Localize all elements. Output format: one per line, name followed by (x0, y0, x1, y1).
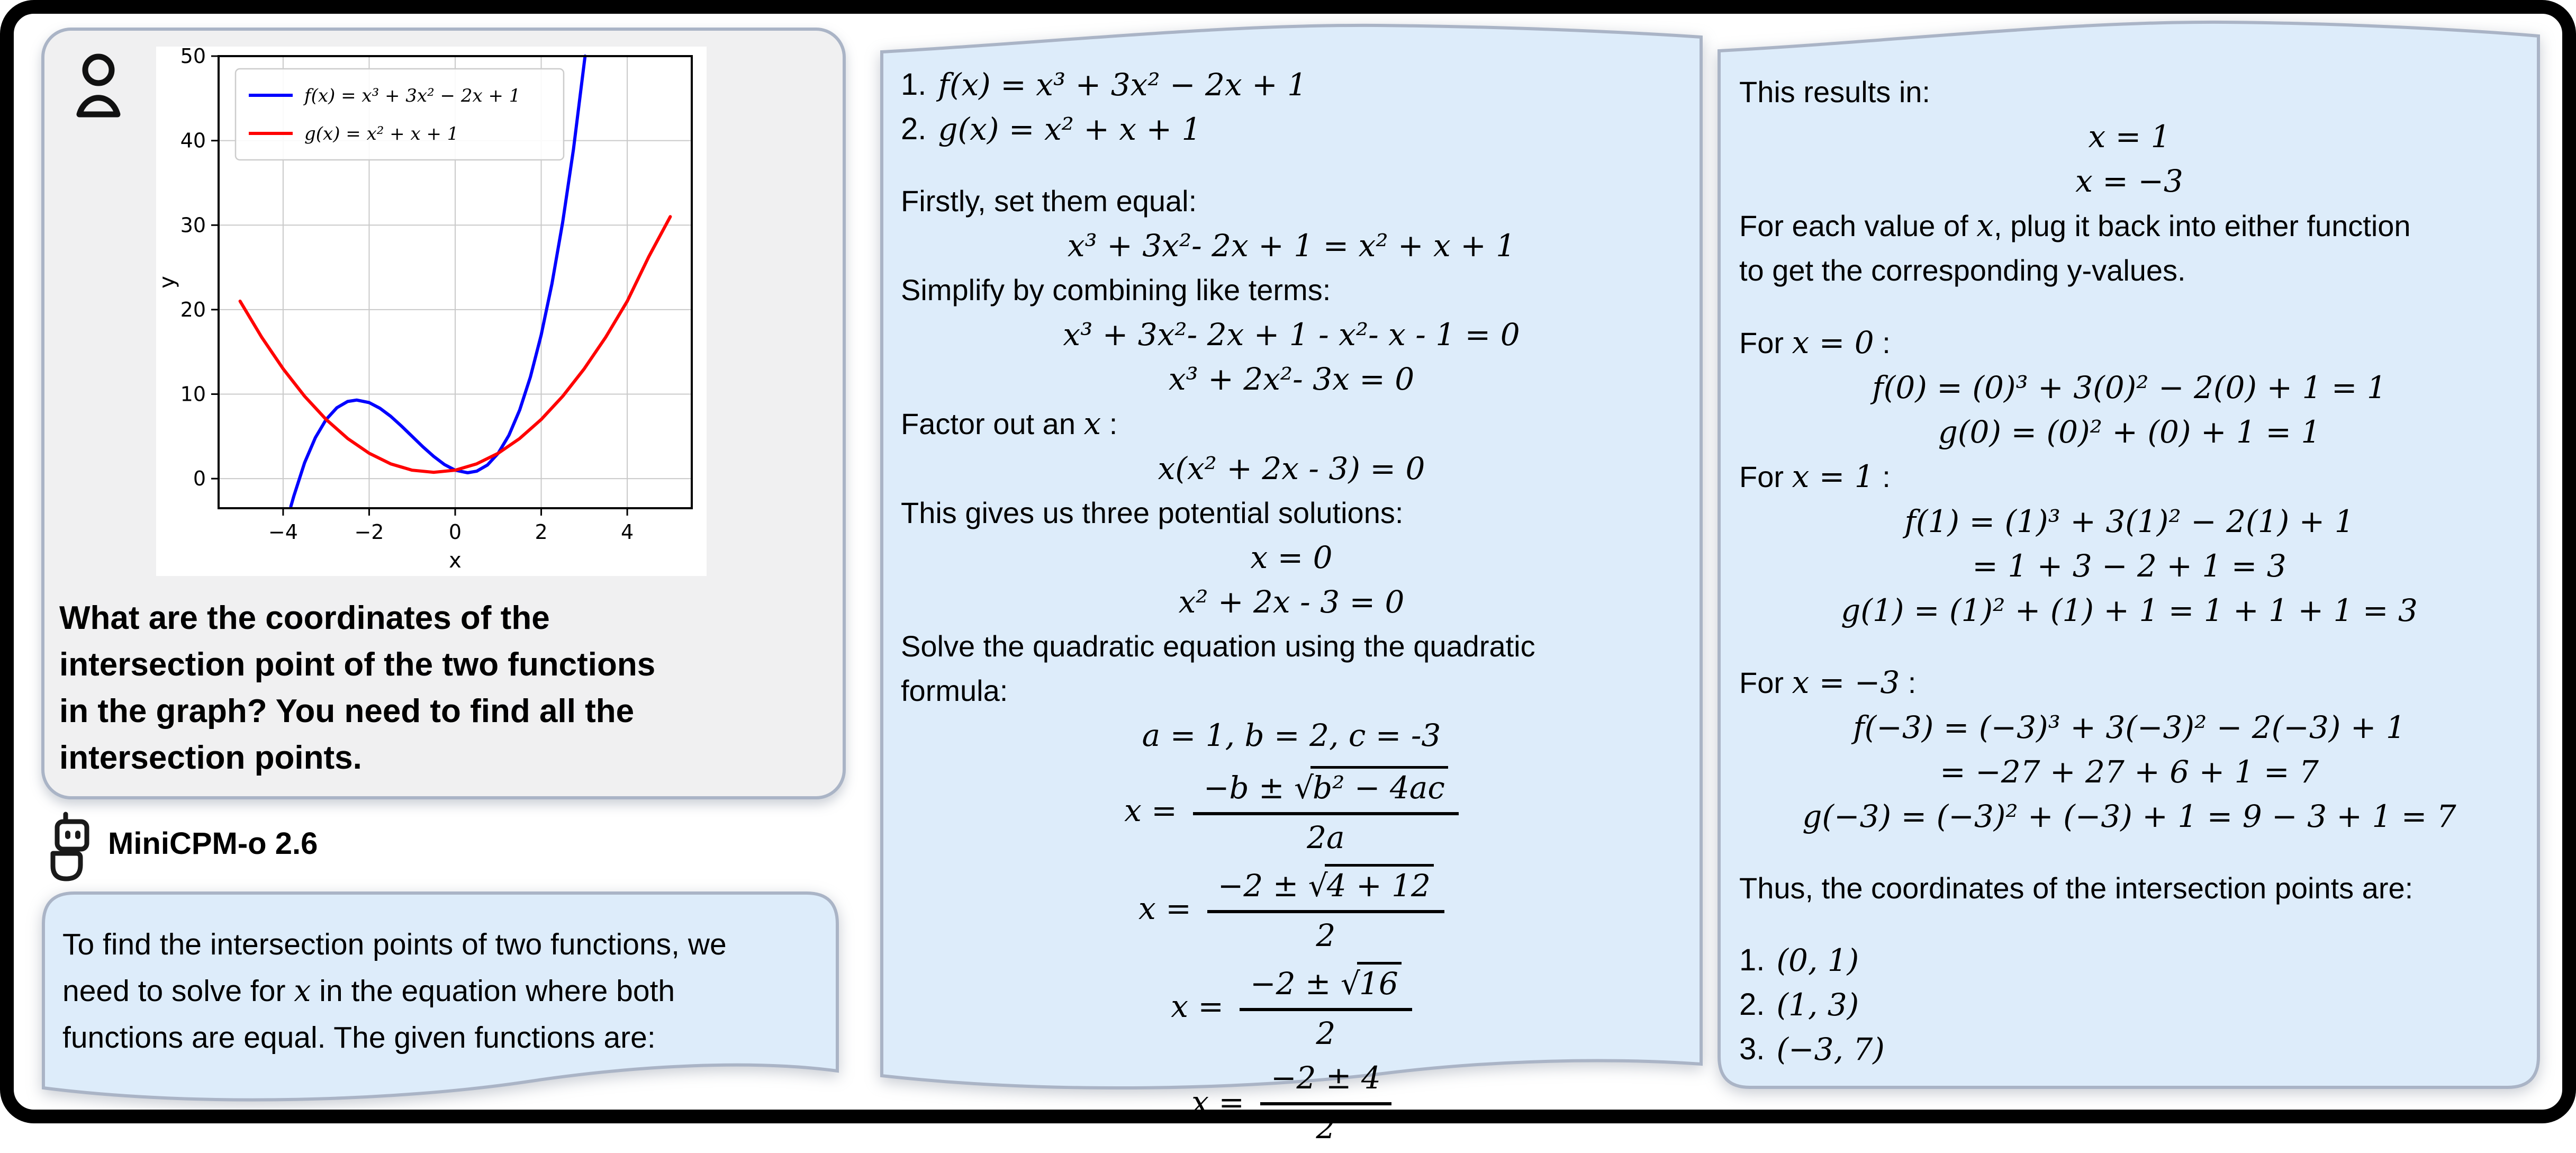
solution: x = −3 (2075, 163, 2183, 199)
svg-text:20: 20 (180, 298, 206, 321)
svg-text:50: 50 (180, 44, 206, 68)
equation: x³ + 3x²- 2x + 1 - x²- x - 1 = 0 (1063, 317, 1520, 353)
question-line: in the graph? You need to find all the (59, 693, 635, 729)
step-label: to get the corresponding y-values. (1739, 254, 2186, 287)
function-plot (155, 44, 707, 576)
step-label: This gives us three potential solutions: (901, 496, 1404, 529)
step-label: This results in: (1739, 75, 1930, 109)
evaluation: g(1) = (1)² + (1) + 1 = 1 + 1 + 1 = 3 (1841, 592, 2418, 628)
svg-text:10: 10 (180, 382, 206, 406)
step-label: Simplify by combining like terms: (901, 273, 1331, 307)
case-label: For x = 0 : (1739, 325, 1891, 361)
evaluation: f(1) = (1)³ + 3(1)² − 2(1) + 1 (1904, 503, 2354, 539)
svg-text:f(x) = x³ + 3x² − 2x + 1: f(x) = x³ + 3x² − 2x + 1 (304, 85, 521, 106)
case-label: For x = −3 : (1739, 664, 1917, 700)
math-var-x: x (294, 974, 311, 1008)
user-message-bubble (41, 28, 846, 799)
bot-bubble-3-text (1739, 70, 2519, 1071)
bot-bubble-1-text (62, 921, 819, 1061)
bot-bubble-2-text (901, 62, 1682, 1153)
step-label: Factor out an x : (901, 406, 1118, 442)
robot-icon (49, 811, 90, 882)
intro-line: need to solve for x in the equation where both (62, 974, 675, 1008)
evaluation: = 1 + 3 − 2 + 1 = 3 (1972, 548, 2286, 584)
svg-text:y: y (155, 276, 179, 289)
svg-text:−2: −2 (354, 520, 384, 544)
case-label: For x = 1 : (1739, 458, 1891, 494)
conclusion-label: Thus, the coordinates of the intersection points are: (1739, 871, 2414, 905)
user-question (59, 595, 811, 781)
question-line: intersection points. (59, 740, 362, 776)
step-label: For each value of x, plug it back into either function (1739, 208, 2411, 244)
svg-text:g(x) = x² + x + 1: g(x) = x² + x + 1 (304, 123, 459, 145)
question-line: intersection point of the two functions (59, 646, 656, 683)
intersection-point: 3. (−3, 7) (1739, 1031, 1885, 1067)
equation: x³ + 2x²- 3x = 0 (1168, 361, 1415, 397)
svg-text:4: 4 (620, 520, 634, 544)
equation: x³ + 3x²- 2x + 1 = x² + x + 1 (1067, 228, 1516, 264)
formula-step: x = $\frac{-2 \pm √4 + 12}{2}$ (901, 863, 1682, 953)
svg-text:0: 0 (448, 520, 462, 544)
svg-text:40: 40 (180, 129, 206, 152)
equation: x(x² + 2x - 3) = 0 (1158, 451, 1425, 487)
svg-text:2: 2 (535, 520, 548, 544)
solution: x = 1 (2088, 119, 2171, 155)
bot-identity-row (49, 811, 790, 885)
step-label: formula: (901, 674, 1008, 707)
math-var-x: x (1976, 208, 1994, 244)
intersection-point: 2. (1, 3) (1739, 987, 1859, 1023)
quadratic-formula: x = $\frac{\text{−b ± √b² − 4ac}}{2a}$ (901, 765, 1682, 855)
equation: x² + 2x - 3 = 0 (1178, 584, 1405, 620)
math-var-x: x (1083, 406, 1101, 442)
svg-text:30: 30 (180, 213, 206, 237)
evaluation: f(−3) = (−3)³ + 3(−3)² − 2(−3) + 1 (1853, 709, 2406, 745)
svg-text:x: x (449, 548, 462, 573)
equation: a = 1, b = 2, c = -3 (1142, 717, 1441, 753)
evaluation: g(0) = (0)² + (0) + 1 = 1 (1938, 414, 2321, 450)
user-avatar-icon (74, 53, 123, 119)
question-line: What are the coordinates of the (59, 600, 550, 636)
equation: x = 0 (1250, 539, 1333, 575)
svg-text:−4: −4 (268, 520, 298, 544)
step-label: Firstly, set them equal: (901, 184, 1197, 218)
intersection-point: 1. (0, 1) (1739, 942, 1859, 978)
step-label: Solve the quadratic equation using the quadratic (901, 629, 1535, 663)
intro-line: functions are equal. The given functions are: (62, 1021, 656, 1055)
function-item: 1. f(x) = x³ + 3x² − 2x + 1 (901, 67, 1307, 103)
function-item: 2. g(x) = x² + x + 1 (901, 111, 1201, 147)
evaluation: f(0) = (0)³ + 3(0)² − 2(0) + 1 = 1 (1872, 370, 2387, 406)
bot-name: MiniCPM-o 2.6 (108, 826, 318, 861)
intro-line: To find the intersection points of two functions, we (62, 927, 727, 961)
formula-step: x = $\frac{-2 \pm 4}{2}$ (901, 1059, 1682, 1146)
svg-text:0: 0 (193, 467, 206, 491)
evaluation: g(−3) = (−3)² + (−3) + 1 = 9 − 3 + 1 = 7 (1802, 798, 2456, 834)
evaluation: = −27 + 27 + 6 + 1 = 7 (1940, 754, 2319, 790)
formula-step: x = $\frac{-2 \pm √16}{2}$ (901, 961, 1682, 1051)
